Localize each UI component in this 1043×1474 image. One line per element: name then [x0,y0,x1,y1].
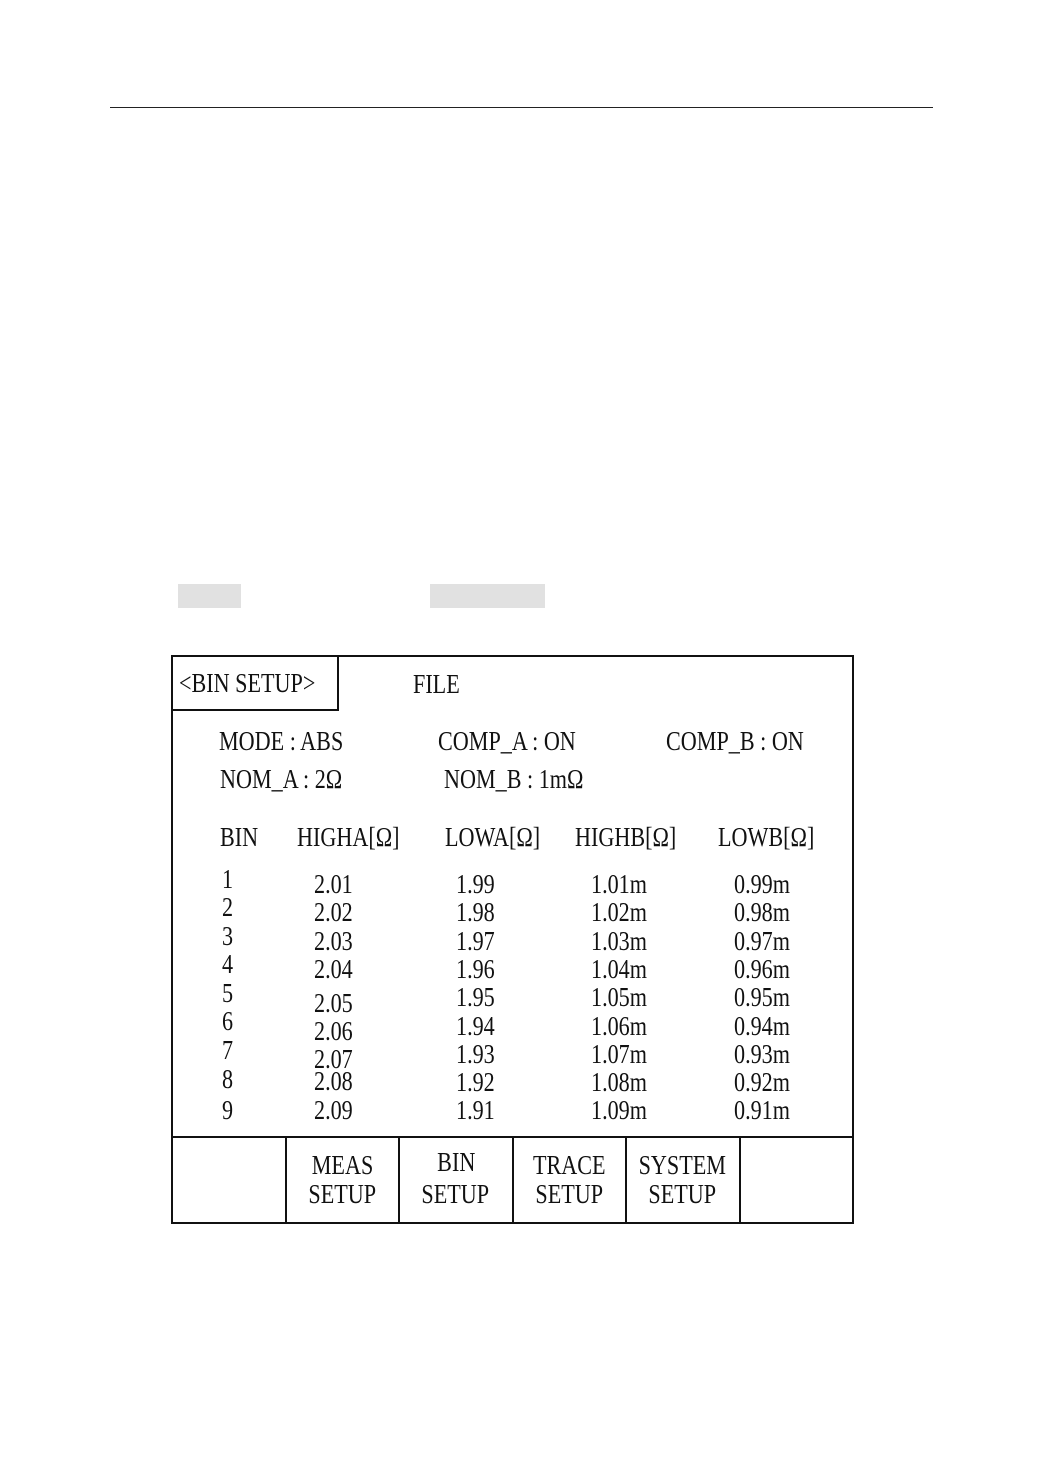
lowa-value[interactable]: 1.95 [456,982,495,1012]
highb-value[interactable]: 1.08m [591,1067,647,1097]
higha-value[interactable]: 2.09 [314,1095,353,1125]
highb-value[interactable]: 1.04m [591,954,647,984]
comp-b-setting[interactable]: COMP_B : ON [666,726,804,756]
softkey-label: SETUP [308,1179,377,1209]
higha-value[interactable]: 2.08 [314,1066,353,1096]
lowa-value[interactable]: 1.97 [456,926,495,956]
lowb-value[interactable]: 0.94m [734,1011,790,1041]
lowb-value[interactable]: 0.98m [734,897,790,927]
lowa-value[interactable]: 1.94 [456,1011,495,1041]
softkey-label: MEAS [311,1150,373,1180]
lowb-value[interactable]: 0.91m [734,1095,790,1125]
column-header-lowb: LOWB[Ω] [718,822,815,852]
lowb-value[interactable]: 0.97m [734,926,790,956]
header-rule [110,107,933,108]
softkey-label: SETUP [648,1179,717,1209]
highb-value[interactable]: 1.06m [591,1011,647,1041]
higha-value[interactable]: 2.01 [314,869,353,899]
column-header-higha: HIGHA[Ω] [297,822,400,852]
bin-number: 7 [222,1035,234,1065]
softkey-blank-right[interactable] [741,1138,853,1222]
column-header-bin: BIN [220,822,259,852]
lowa-value[interactable]: 1.99 [456,869,495,899]
redacted-text-block [178,584,241,608]
page-title-tab[interactable] [171,655,339,711]
trace-setup-button[interactable] [514,1138,628,1222]
lowb-value[interactable]: 0.95m [734,982,790,1012]
instrument-screen [171,655,854,1224]
higha-value[interactable]: 2.04 [314,954,353,984]
highb-value[interactable]: 1.03m [591,926,647,956]
bin-number: 1 [222,864,234,894]
highb-value[interactable]: 1.07m [591,1039,647,1069]
bin-number: 6 [222,1006,234,1036]
lowa-value[interactable]: 1.91 [456,1095,495,1125]
softkey-label: SETUP [535,1179,604,1209]
system-setup-button[interactable] [627,1138,741,1222]
higha-value[interactable]: 2.07 [314,1044,353,1074]
highb-value[interactable]: 1.01m [591,869,647,899]
bin-number: 9 [222,1095,234,1125]
meas-setup-button[interactable] [287,1138,401,1222]
redacted-text-block [430,584,545,608]
page-title: <BIN SETUP> [179,668,316,698]
highb-value[interactable]: 1.02m [591,897,647,927]
bin-number: 8 [222,1064,234,1094]
softkey-label: BIN [436,1147,475,1177]
file-menu[interactable]: FILE [413,669,460,699]
nom-a-setting[interactable]: NOM_A : 2Ω [220,764,343,794]
lowb-value[interactable]: 0.99m [734,869,790,899]
softkey-label: TRACE [532,1150,606,1180]
softkey-label: SYSTEM [639,1150,727,1180]
lowa-value[interactable]: 1.92 [456,1067,495,1097]
higha-value[interactable]: 2.03 [314,926,353,956]
lowb-value[interactable]: 0.96m [734,954,790,984]
higha-value[interactable]: 2.02 [314,897,353,927]
softkey-blank-left[interactable] [173,1138,287,1222]
highb-value[interactable]: 1.09m [591,1095,647,1125]
lowb-value[interactable]: 0.92m [734,1067,790,1097]
bin-number: 5 [222,978,234,1008]
highb-value[interactable]: 1.05m [591,982,647,1012]
bin-setup-button[interactable] [400,1138,514,1222]
comp-a-setting[interactable]: COMP_A : ON [438,726,576,756]
higha-value[interactable]: 2.06 [314,1016,353,1046]
mode-setting[interactable]: MODE : ABS [219,726,344,756]
bin-number: 2 [222,892,234,922]
softkey-bar [173,1136,852,1222]
nom-b-setting[interactable]: NOM_B : 1mΩ [444,764,584,794]
column-header-lowa: LOWA[Ω] [445,822,541,852]
column-header-highb: HIGHB[Ω] [575,822,677,852]
bin-number: 3 [222,921,234,951]
bin-number: 4 [222,949,234,979]
softkey-label: SETUP [421,1179,490,1209]
lowb-value[interactable]: 0.93m [734,1039,790,1069]
lowa-value[interactable]: 1.98 [456,897,495,927]
lowa-value[interactable]: 1.93 [456,1039,495,1069]
lowa-value[interactable]: 1.96 [456,954,495,984]
higha-value[interactable]: 2.05 [314,988,353,1018]
